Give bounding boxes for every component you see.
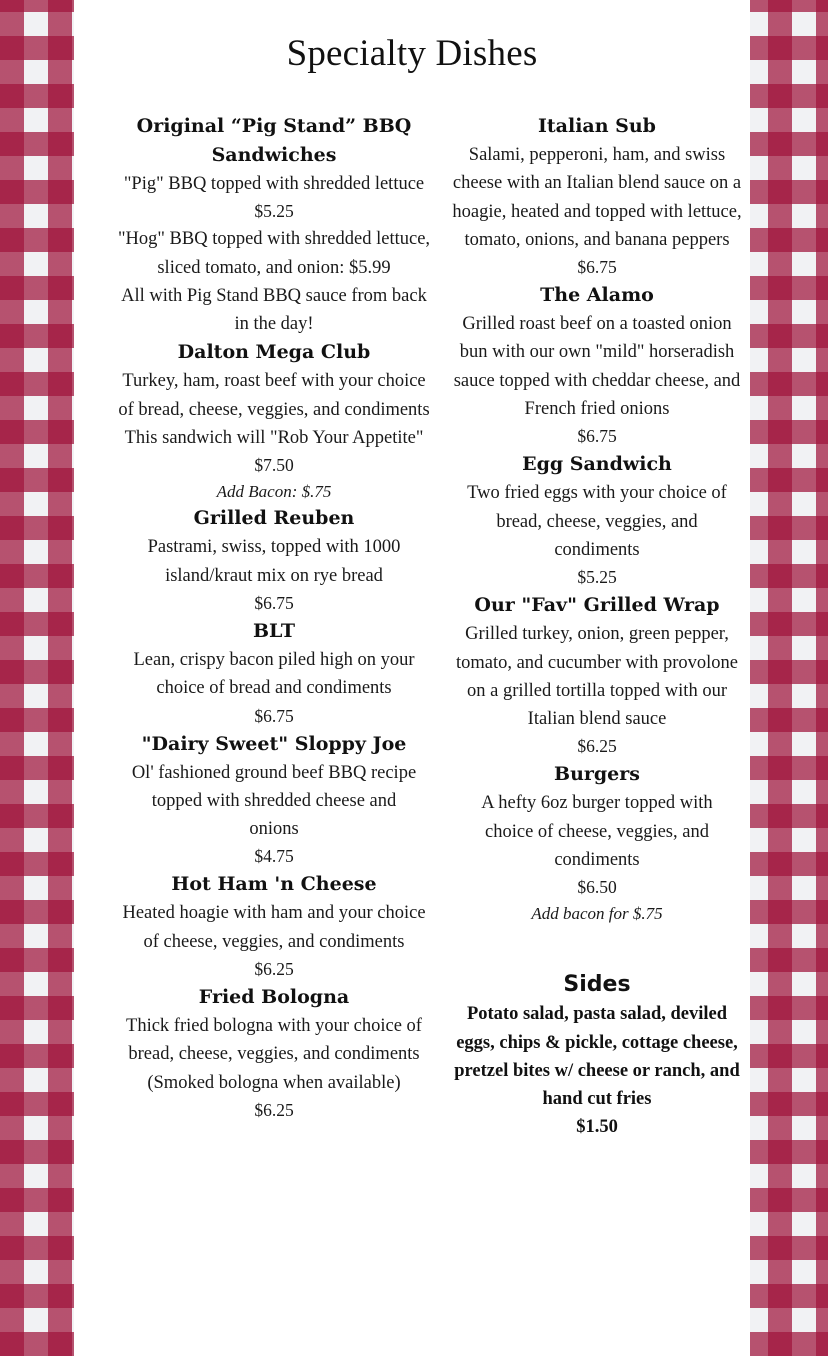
item-description: Grilled roast beef on a toasted onion bun with our own "mild" horseradish sauce topped with cheddar cheese, and French fried onions: [453, 314, 741, 420]
item-name: Italian Sub: [538, 115, 656, 137]
menu-item-italian-sub: [452, 112, 742, 281]
item-description: Grilled turkey, onion, green pepper, tomato, and cucumber with provolone on a grilled tortilla topped with our Italian blend sauce: [455, 624, 739, 730]
item-description: A hefty 6oz burger topped with choice of cheese, veggies, and condiments: [481, 793, 713, 871]
item-name: Our "Fav" Grilled Wrap: [474, 594, 720, 617]
item-price: $5.25: [254, 201, 294, 222]
item-description: "Hog" BBQ topped with shredded lettuce, sliced tomato, and onion: $5.99: [117, 229, 431, 278]
sides-heading: Sides: [563, 972, 631, 998]
item-name: "Dairy Sweet" Sloppy Joe: [141, 732, 407, 755]
item-price: $5.25: [577, 567, 617, 588]
item-description: Heated hoagie with ham and your choice of cheese, veggies, and condiments: [122, 903, 426, 952]
menu-item-pig-stand: [104, 112, 444, 338]
item-note: Add Bacon: $.75: [216, 482, 332, 502]
item-price: $6.75: [577, 257, 617, 278]
item-description: Pastrami, swiss, topped with 1000 island/kraut mix on rye bread: [147, 537, 401, 586]
item-name: Burgers: [554, 763, 640, 786]
sides-section: [452, 970, 742, 1139]
item-price: $7.50: [254, 455, 294, 476]
right-column: [452, 112, 742, 1140]
menu-page: [74, 0, 750, 1356]
menu-item-blt: [104, 617, 444, 730]
item-price: $6.25: [254, 959, 294, 980]
item-description: Thick fried bologna with your choice of bread, cheese, veggies, and condiments: [126, 1016, 422, 1065]
item-description: Ol' fashioned ground beef BBQ recipe topped with shredded cheese and onions: [131, 762, 417, 840]
item-price: $6.25: [577, 736, 617, 757]
menu-item-egg-sandwich: [452, 450, 742, 591]
menu-item-fried-bologna: [104, 983, 444, 1124]
menu-item-burgers: [452, 760, 742, 926]
menu-item-the-alamo: [452, 281, 742, 450]
item-name: Grilled Reuben: [193, 507, 355, 530]
item-note: Add bacon for $.75: [531, 904, 663, 924]
menu-item-dalton-mega-club: [104, 338, 444, 504]
item-name: The Alamo: [540, 284, 654, 307]
sides-description: Potato salad, pasta salad, deviled eggs, chips & pickle, cottage cheese, pretzel bites w/ cheese or ranch, and hand cut fries: [454, 1004, 740, 1110]
item-name: BLT: [252, 619, 295, 642]
item-description: Salami, pepperoni, ham, and swiss cheese with an Italian blend sauce on a hoagie, heated and topped with lettuce, tomato, onions, and banana peppers: [452, 145, 742, 250]
item-name: Dalton Mega Club: [177, 341, 371, 364]
item-price: $6.75: [577, 426, 617, 447]
item-price: $6.75: [254, 592, 294, 613]
menu-item-grilled-reuben: [104, 504, 444, 617]
menu-item-hot-ham-n-cheese: [104, 870, 444, 983]
item-description: Turkey, ham, roast beef with your choice of bread, cheese, veggies, and condiments: [118, 371, 430, 420]
item-price: $6.25: [254, 1099, 294, 1120]
sides-price: $1.50: [576, 1116, 618, 1137]
left-column: [104, 112, 444, 1124]
item-name: Hot Ham 'n Cheese: [171, 873, 377, 896]
menu-item-grilled-wrap: [452, 591, 742, 760]
item-description: Two fried eggs with your choice of bread, cheese, veggies, and condiments: [467, 483, 727, 560]
item-description: This sandwich will "Rob Your Appetite": [124, 428, 424, 449]
item-description: Lean, crispy bacon piled high on your choice of bread and condiments: [133, 649, 415, 699]
item-description: All with Pig Stand BBQ sauce from back in the day!: [121, 285, 427, 335]
item-name: Fried Bologna: [198, 986, 350, 1009]
item-price: $6.50: [577, 877, 617, 898]
menu-title: Specialty Dishes: [286, 33, 538, 74]
item-price: $6.75: [254, 705, 294, 726]
menu-item-sloppy-joe: [104, 730, 444, 871]
item-description: (Smoked bologna when available): [147, 1072, 401, 1093]
item-description: "Pig" BBQ topped with shredded lettuce: [123, 174, 425, 194]
item-name: Egg Sandwich: [522, 453, 672, 476]
item-name: Original “Pig Stand” BBQ Sandwiches: [136, 115, 412, 166]
item-price: $4.75: [254, 846, 294, 867]
